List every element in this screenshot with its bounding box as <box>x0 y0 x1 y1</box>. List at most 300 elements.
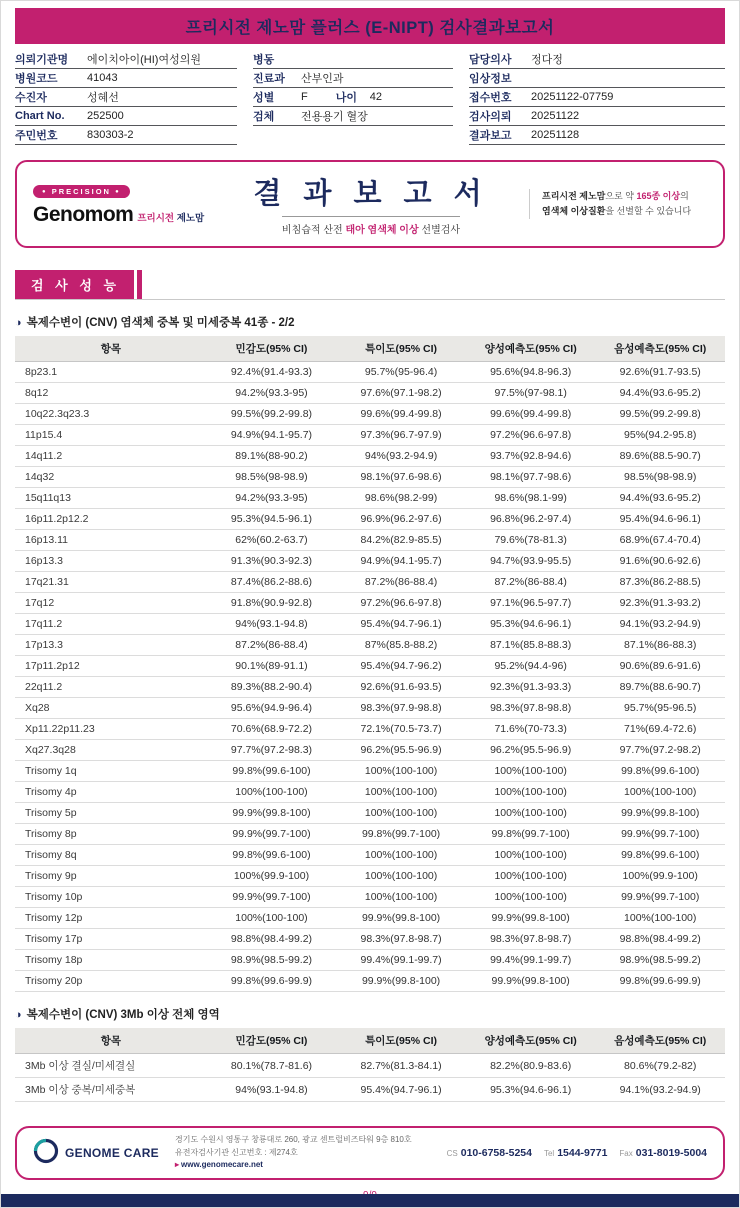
report-title: 프리시전 제노맘 플러스 (E-NIPT) 검사결과보고서 <box>185 19 555 37</box>
value-cell: 90.1%(89-91.1) <box>207 656 337 677</box>
info-label: 담당의사 <box>469 54 512 66</box>
value-cell: 90.6%(89.6-91.6) <box>595 656 725 677</box>
genomecare-logo <box>33 1138 159 1169</box>
info-value: 20251122 <box>531 110 580 122</box>
table-row <box>15 467 725 488</box>
table-row <box>15 1054 725 1078</box>
info-label: 의뢰기관명 <box>15 54 69 66</box>
value-cell: 97.7%(97.2-98.3) <box>207 740 337 761</box>
table-row <box>15 761 725 782</box>
value-cell: 95.2%(94.4-96) <box>466 656 596 677</box>
column-header: 양성예측도(95% CI) <box>466 1028 596 1054</box>
info-value: F <box>301 91 308 103</box>
info-label: 검사의뢰 <box>469 111 512 123</box>
item-cell: Xq28 <box>15 698 207 719</box>
table-row <box>15 845 725 866</box>
website-row <box>175 1159 412 1172</box>
address-line-2: 유전자검사기관 신고번호 : 제274호 <box>174 1147 298 1157</box>
item-cell: Trisomy 17p <box>15 929 207 950</box>
value-cell: 100%(100-100) <box>595 908 725 929</box>
value-cell: 91.3%(90.3-92.3) <box>207 551 337 572</box>
column-header: 특이도(95% CI) <box>336 336 466 362</box>
value-cell: 98.8%(98.4-99.2) <box>207 929 337 950</box>
info-value: 252500 <box>87 110 124 122</box>
value-cell: 89.3%(88.2-90.4) <box>207 677 337 698</box>
value-cell: 80.6%(79.2-82) <box>595 1054 725 1078</box>
value-cell: 99.8%(99.6-99.9) <box>207 971 337 992</box>
section-title: 검 사 성 능 <box>31 278 121 293</box>
info-label: 주민번호 <box>15 130 58 142</box>
item-cell: Xq27.3q28 <box>15 740 207 761</box>
value-cell: 82.2%(80.9-83.6) <box>466 1054 596 1078</box>
half-circle-icon: ◑ <box>15 317 22 329</box>
info-label: 임상정보 <box>469 73 512 85</box>
value-cell: 96.2%(95.5-96.9) <box>466 740 596 761</box>
contact-cs-label: CS <box>446 1149 458 1158</box>
table-row <box>15 530 725 551</box>
column-header: 민감도(95% CI) <box>207 1028 337 1054</box>
column-header: 음성예측도(95% CI) <box>595 336 725 362</box>
value-cell: 98.3%(97.8-98.8) <box>466 698 596 719</box>
website-arrow-icon: ▸ <box>174 1160 179 1170</box>
value-cell: 95.3%(94.6-96.1) <box>466 1078 596 1102</box>
info-row <box>15 88 237 107</box>
value-cell: 87%(85.8-88.2) <box>336 635 466 656</box>
value-cell: 89.1%(88-90.2) <box>207 446 337 467</box>
table-row <box>15 950 725 971</box>
value-cell: 80.1%(78.7-81.6) <box>207 1054 337 1078</box>
table-row <box>15 593 725 614</box>
value-cell: 99.8%(99.6-100) <box>207 761 337 782</box>
value-cell: 82.7%(81.3-84.1) <box>336 1054 466 1078</box>
patient-info-section <box>15 50 725 145</box>
cnv-performance-table-2 <box>15 1028 725 1102</box>
contact-fax-label: Fax <box>619 1149 633 1158</box>
value-cell: 97.1%(96.5-97.7) <box>466 593 596 614</box>
value-cell: 96.8%(96.2-97.4) <box>466 509 596 530</box>
value-cell: 96.2%(95.5-96.9) <box>336 740 466 761</box>
value-cell: 87.4%(86.2-88.6) <box>207 572 337 593</box>
value-cell: 97.3%(96.7-97.9) <box>336 425 466 446</box>
value-cell: 100%(100-100) <box>466 866 596 887</box>
info-row <box>253 107 453 126</box>
table-header-row <box>15 336 725 362</box>
item-cell: Trisomy 20p <box>15 971 207 992</box>
value-cell: 100%(100-100) <box>207 908 337 929</box>
value-cell: 99.8%(99.7-100) <box>466 824 596 845</box>
item-cell: 3Mb 이상 결실/미세결실 <box>15 1054 207 1078</box>
patient-info-column-middle <box>253 50 453 145</box>
subtitle-suffix: 선별검사 <box>418 224 461 236</box>
value-cell: 97.2%(96.6-97.8) <box>336 593 466 614</box>
cnv-table-2-caption <box>15 1006 725 1022</box>
item-cell: 17p11.2p12 <box>15 656 207 677</box>
info-label: 결과보고 <box>469 130 512 142</box>
item-cell: 3Mb 이상 중복/미세중복 <box>15 1078 207 1102</box>
value-cell: 100%(100-100) <box>466 761 596 782</box>
value-cell: 99.8%(99.6-99.9) <box>595 971 725 992</box>
value-cell: 99.9%(99.8-100) <box>336 971 466 992</box>
item-cell: Trisomy 18p <box>15 950 207 971</box>
value-cell: 99.9%(99.7-100) <box>595 824 725 845</box>
value-cell: 72.1%(70.5-73.7) <box>336 719 466 740</box>
value-cell: 89.6%(88.5-90.7) <box>595 446 725 467</box>
item-cell: Trisomy 10p <box>15 887 207 908</box>
value-cell: 98.8%(98.4-99.2) <box>595 929 725 950</box>
value-cell: 92.6%(91.7-93.5) <box>595 362 725 383</box>
value-cell: 100%(100-100) <box>336 866 466 887</box>
value-cell: 99.8%(99.7-100) <box>336 824 466 845</box>
value-cell: 87.2%(86-88.4) <box>207 635 337 656</box>
value-cell: 93.7%(92.8-94.6) <box>466 446 596 467</box>
info-value: 42 <box>369 91 382 103</box>
item-cell: Trisomy 8q <box>15 845 207 866</box>
info-row <box>253 88 453 107</box>
info-label: 접수번호 <box>469 92 512 104</box>
cnv-table-1-caption <box>15 314 725 330</box>
value-cell: 94%(93.1-94.8) <box>207 614 337 635</box>
footer-company-box <box>15 1126 725 1180</box>
item-cell: 16p11.2p12.2 <box>15 509 207 530</box>
value-cell: 94.1%(93.2-94.9) <box>595 614 725 635</box>
value-cell: 94.9%(94.1-95.7) <box>336 551 466 572</box>
info-value: 성혜선 <box>87 92 119 104</box>
info-row <box>15 107 237 126</box>
value-cell: 100%(100-100) <box>466 803 596 824</box>
item-cell: Trisomy 4p <box>15 782 207 803</box>
table-row <box>15 404 725 425</box>
value-cell: 97.5%(97-98.1) <box>466 383 596 404</box>
value-cell: 100%(100-100) <box>336 887 466 908</box>
table-row <box>15 383 725 404</box>
info-value: 정다정 <box>531 54 563 66</box>
patient-info-column-right <box>469 50 725 145</box>
value-cell: 100%(100-100) <box>336 845 466 866</box>
report-title-band <box>15 8 725 44</box>
table-row <box>15 887 725 908</box>
table-row <box>15 929 725 950</box>
column-header: 항목 <box>15 336 207 362</box>
info-row <box>469 69 725 88</box>
table-row <box>15 824 725 845</box>
table-row <box>15 677 725 698</box>
banner-tagline <box>529 189 707 219</box>
contact-fax <box>619 1147 707 1159</box>
company-name: GENOME CARE <box>65 1146 159 1160</box>
value-cell: 89.7%(88.6-90.7) <box>595 677 725 698</box>
value-cell: 100%(100-100) <box>336 803 466 824</box>
table-body <box>15 362 725 992</box>
value-cell: 95.3%(94.6-96.1) <box>466 614 596 635</box>
value-cell: 70.6%(68.9-72.2) <box>207 719 337 740</box>
value-cell: 99.5%(99.2-99.8) <box>207 404 337 425</box>
table-row <box>15 362 725 383</box>
value-cell: 87.3%(86.2-88.5) <box>595 572 725 593</box>
value-cell: 94.1%(93.2-94.9) <box>595 1078 725 1102</box>
info-row <box>15 126 237 145</box>
tagline-brand: 프리시전 제노맘 <box>542 191 606 202</box>
brand-name-ko-1: 프리시전 <box>137 213 175 224</box>
value-cell: 87.1%(85.8-88.3) <box>466 635 596 656</box>
table-row <box>15 509 725 530</box>
value-cell: 99.8%(99.6-100) <box>595 761 725 782</box>
result-report-subtitle <box>282 216 460 236</box>
contact-cs-value: 010-6758-5254 <box>460 1147 532 1159</box>
info-label: Chart No. <box>15 110 65 122</box>
value-cell: 99.9%(99.8-100) <box>336 908 466 929</box>
value-cell: 99.9%(99.8-100) <box>595 803 725 824</box>
table-row <box>15 488 725 509</box>
value-cell: 98.6%(98.1-99) <box>466 488 596 509</box>
value-cell: 100%(100-100) <box>336 782 466 803</box>
section-header-performance <box>15 270 725 300</box>
item-cell: 16p13.11 <box>15 530 207 551</box>
item-cell: 17q11.2 <box>15 614 207 635</box>
value-cell: 100%(99.9-100) <box>595 866 725 887</box>
contact-tel-label: Tel <box>543 1149 555 1158</box>
value-cell: 98.5%(98-98.9) <box>207 467 337 488</box>
item-cell: 22q11.2 <box>15 677 207 698</box>
value-cell: 95.4%(94.7-96.2) <box>336 656 466 677</box>
value-cell: 98.1%(97.7-98.6) <box>466 467 596 488</box>
value-cell: 99.6%(99.4-99.8) <box>466 404 596 425</box>
address-line-1: 경기도 수원시 영통구 창룡대로 260, 광교 센트럴비즈타워 9층 810호 <box>174 1134 412 1144</box>
value-cell: 71%(69.4-72.6) <box>595 719 725 740</box>
footer-contacts <box>447 1147 707 1159</box>
tagline-strong: 염색체 이상질환 <box>542 206 606 216</box>
info-value: 41043 <box>87 72 118 84</box>
item-cell: 17p13.3 <box>15 635 207 656</box>
value-cell: 91.6%(90.6-92.6) <box>595 551 725 572</box>
tagline-text: 으로 약 <box>605 191 637 202</box>
value-cell: 100%(100-100) <box>466 887 596 908</box>
tagline-highlight: 165종 이상 <box>636 191 681 202</box>
value-cell: 97.7%(97.2-98.2) <box>595 740 725 761</box>
table-row <box>15 740 725 761</box>
table-row <box>15 698 725 719</box>
info-label: 병원코드 <box>15 73 58 85</box>
info-row <box>15 50 237 69</box>
value-cell: 98.9%(98.5-99.2) <box>595 950 725 971</box>
brand-name-ko-2: 제노맘 <box>176 213 205 224</box>
report-page <box>1 1 739 1201</box>
value-cell: 98.9%(98.5-99.2) <box>207 950 337 971</box>
value-cell: 92.3%(91.3-93.2) <box>595 593 725 614</box>
item-cell: Trisomy 1q <box>15 761 207 782</box>
brand-line <box>33 203 213 227</box>
value-cell: 99.9%(99.7-100) <box>595 887 725 908</box>
item-cell: 8p23.1 <box>15 362 207 383</box>
section-accent-bar <box>137 270 142 299</box>
value-cell: 100%(100-100) <box>207 782 337 803</box>
value-cell: 87.2%(86-88.4) <box>466 572 596 593</box>
value-cell: 71.6%(70-73.3) <box>466 719 596 740</box>
value-cell: 94.2%(93.3-95) <box>207 488 337 509</box>
value-cell: 97.6%(97.1-98.2) <box>336 383 466 404</box>
tagline-text: 을 선별할 수 있습니다 <box>605 206 692 216</box>
value-cell: 95.3%(94.5-96.1) <box>207 509 337 530</box>
value-cell: 94%(93.2-94.9) <box>336 446 466 467</box>
table-body <box>15 1054 725 1102</box>
info-value: 산부인과 <box>301 73 344 85</box>
value-cell: 99.9%(99.7-100) <box>207 824 337 845</box>
item-cell: Trisomy 12p <box>15 908 207 929</box>
item-cell: 14q11.2 <box>15 446 207 467</box>
value-cell: 87.2%(86-88.4) <box>336 572 466 593</box>
website-url: www.genomecare.net <box>181 1160 263 1170</box>
contact-tel <box>544 1147 607 1159</box>
value-cell: 98.3%(97.8-98.7) <box>336 929 466 950</box>
item-cell: 17q12 <box>15 593 207 614</box>
value-cell: 92.3%(91.3-93.3) <box>466 677 596 698</box>
value-cell: 94.9%(94.1-95.7) <box>207 425 337 446</box>
value-cell: 99.8%(99.6-100) <box>595 845 725 866</box>
value-cell: 94%(93.1-94.8) <box>207 1078 337 1102</box>
value-cell: 98.3%(97.9-98.8) <box>336 698 466 719</box>
item-cell: Xp11.22p11.23 <box>15 719 207 740</box>
result-report-banner <box>15 160 725 248</box>
column-header: 항목 <box>15 1028 207 1054</box>
info-row <box>469 88 725 107</box>
value-cell: 94.4%(93.6-95.2) <box>595 383 725 404</box>
patient-info-column-left <box>15 50 237 145</box>
value-cell: 84.2%(82.9-85.5) <box>336 530 466 551</box>
result-report-title-block <box>213 171 529 238</box>
table-row <box>15 635 725 656</box>
table-header-row <box>15 1028 725 1054</box>
info-value: 20251122-07759 <box>531 91 614 103</box>
table-row <box>15 803 725 824</box>
item-cell: 17q21.31 <box>15 572 207 593</box>
value-cell: 99.9%(99.8-100) <box>466 908 596 929</box>
brand-name-en: Genomom <box>33 203 134 226</box>
value-cell: 95.4%(94.7-96.1) <box>336 1078 466 1102</box>
table-row <box>15 908 725 929</box>
table-row <box>15 656 725 677</box>
genomom-logo <box>33 181 213 227</box>
contact-fax-value: 031-8019-5004 <box>635 1147 707 1159</box>
badge-dot-icon: ● <box>42 189 48 195</box>
item-cell: Trisomy 9p <box>15 866 207 887</box>
value-cell: 95.6%(94.8-96.3) <box>466 362 596 383</box>
value-cell: 95.6%(94.9-96.4) <box>207 698 337 719</box>
subtitle-highlight: 태아 염색체 이상 <box>345 224 419 236</box>
table-row <box>15 551 725 572</box>
info-label: 수진자 <box>15 92 47 104</box>
info-row <box>469 107 725 126</box>
section-title-chip <box>15 270 134 299</box>
value-cell: 99.8%(99.6-100) <box>207 845 337 866</box>
value-cell: 99.5%(99.2-99.8) <box>595 404 725 425</box>
info-value: 20251128 <box>531 129 580 141</box>
cnv-table-2-caption-text: 복제수변이 (CNV) 3Mb 이상 전체 영역 <box>26 1009 220 1021</box>
value-cell: 95%(94.2-95.8) <box>595 425 725 446</box>
contact-cs <box>447 1147 532 1159</box>
table-row <box>15 446 725 467</box>
table-row <box>15 782 725 803</box>
value-cell: 100%(100-100) <box>466 845 596 866</box>
info-row <box>253 69 453 88</box>
value-cell: 99.9%(99.7-100) <box>207 887 337 908</box>
item-cell: 10q22.3q23.3 <box>15 404 207 425</box>
item-cell: 15q11q13 <box>15 488 207 509</box>
table-row <box>15 425 725 446</box>
info-label: 성별 <box>253 92 275 104</box>
value-cell: 96.9%(96.2-97.6) <box>336 509 466 530</box>
table-row <box>15 614 725 635</box>
tagline-text: 의 <box>680 191 689 202</box>
value-cell: 95.4%(94.7-96.1) <box>336 614 466 635</box>
item-cell: Trisomy 5p <box>15 803 207 824</box>
value-cell: 95.7%(95-96.5) <box>595 698 725 719</box>
table-row <box>15 1078 725 1102</box>
value-cell: 94.4%(93.6-95.2) <box>595 488 725 509</box>
value-cell: 79.6%(78-81.3) <box>466 530 596 551</box>
table-row <box>15 866 725 887</box>
value-cell: 94.2%(93.3-95) <box>207 383 337 404</box>
column-header: 음성예측도(95% CI) <box>595 1028 725 1054</box>
cnv-performance-table-1 <box>15 336 725 992</box>
genomecare-logo-icon <box>33 1138 59 1169</box>
column-header: 양성예측도(95% CI) <box>466 336 596 362</box>
contact-tel-value: 1544-9771 <box>557 1147 608 1159</box>
value-cell: 97.2%(96.6-97.8) <box>466 425 596 446</box>
item-cell: Trisomy 8p <box>15 824 207 845</box>
footer-address <box>175 1134 412 1172</box>
half-circle-icon: ◑ <box>15 1009 22 1021</box>
value-cell: 99.4%(99.1-99.7) <box>336 950 466 971</box>
value-cell: 62%(60.2-63.7) <box>207 530 337 551</box>
item-cell: 8q12 <box>15 383 207 404</box>
info-row <box>253 50 453 69</box>
value-cell: 99.6%(99.4-99.8) <box>336 404 466 425</box>
bottom-navy-bar <box>1 1194 739 1207</box>
value-cell: 98.1%(97.6-98.6) <box>336 467 466 488</box>
column-header: 특이도(95% CI) <box>336 1028 466 1054</box>
info-value: 830303-2 <box>87 129 134 141</box>
value-cell: 95.7%(95-96.4) <box>336 362 466 383</box>
item-cell: 16p13.3 <box>15 551 207 572</box>
value-cell: 91.8%(90.9-92.8) <box>207 593 337 614</box>
value-cell: 100%(100-100) <box>336 761 466 782</box>
info-row <box>469 50 725 69</box>
info-label: 진료과 <box>253 73 285 85</box>
value-cell: 92.6%(91.6-93.5) <box>336 677 466 698</box>
info-row <box>15 69 237 88</box>
info-label: 나이 <box>335 92 357 104</box>
info-value: 전용용기 혈장 <box>301 111 368 123</box>
value-cell: 100%(99.9-100) <box>207 866 337 887</box>
value-cell: 98.5%(98-98.9) <box>595 467 725 488</box>
value-cell: 100%(100-100) <box>466 782 596 803</box>
result-report-title: 결 과 보 고 서 <box>253 177 489 210</box>
precision-badge-label: PRECISION <box>51 187 111 196</box>
column-header: 민감도(95% CI) <box>207 336 337 362</box>
item-cell: 11p15.4 <box>15 425 207 446</box>
precision-badge <box>33 185 130 198</box>
value-cell: 94.7%(93.9-95.5) <box>466 551 596 572</box>
table-row <box>15 719 725 740</box>
info-row <box>469 126 725 145</box>
table-row <box>15 572 725 593</box>
info-label: 병동 <box>253 54 275 66</box>
value-cell: 99.9%(99.8-100) <box>207 803 337 824</box>
value-cell: 87.1%(86-88.3) <box>595 635 725 656</box>
value-cell: 99.9%(99.8-100) <box>466 971 596 992</box>
value-cell: 98.3%(97.8-98.7) <box>466 929 596 950</box>
info-label: 검체 <box>253 111 275 123</box>
info-value: 에이치아이(HI)여성의원 <box>87 54 201 66</box>
